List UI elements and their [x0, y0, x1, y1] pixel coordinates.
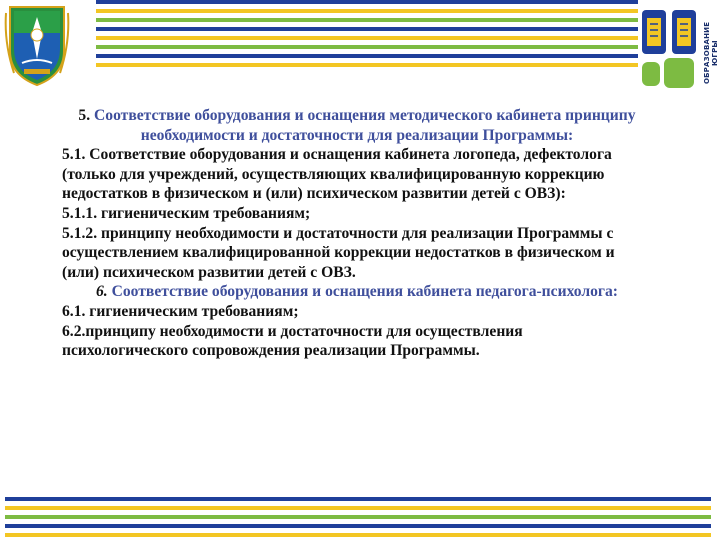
stripe-blue [5, 497, 711, 501]
stripe-green [5, 515, 711, 519]
stripe-yellow [5, 506, 711, 510]
section-6-heading [62, 282, 652, 302]
item-5-1-1: 5.1.1. гигиеническим требованиям; [62, 204, 311, 222]
section-5-number: 5. [78, 107, 91, 124]
stripe-blue [96, 0, 638, 4]
footer-stripes [5, 497, 711, 542]
stripe-yellow [5, 533, 711, 537]
stripe-green [96, 45, 638, 49]
main-content [62, 106, 652, 361]
item-6-2: 6.2.принципу необходимости и достаточности для осуществления психологического сопровождения реализации Программы. [62, 322, 523, 360]
item-6-1: 6.1. гигиеническим требованиям; [62, 302, 299, 320]
section-5-heading [62, 106, 652, 145]
coat-of-arms-icon [4, 3, 70, 88]
section-6-number: 6. [95, 283, 108, 301]
stripe-yellow [96, 9, 638, 13]
logo-caption: ОБРАЗОВАНИЕ ЮГРЫ [703, 21, 719, 85]
stripe-green [96, 18, 638, 22]
stripe-blue [5, 524, 711, 528]
section-5-title: Соответствие оборудования и оснащения методического кабинета принципу необходимости и достаточности для реализации Программы: [94, 107, 636, 144]
item-5-1-2: 5.1.2. принципу необходимости и достаточности для реализации Программы с осуществлением квалифицированной коррекции недостатков в физическом и (или) психическом развитии детей с ОВЗ. [62, 224, 615, 281]
item-5-1: 5.1. Соответствие оборудования и оснащения кабинета логопеда, дефектолога (только для учреждений, осуществляющих квалифицированную коррекцию недостатков в физическом и (или) психическом развитии детей с ОВЗ): [62, 146, 612, 203]
stripe-yellow [96, 63, 638, 67]
stripe-blue [96, 54, 638, 58]
stripe-yellow [96, 36, 638, 40]
education-ugra-logo-icon [640, 8, 700, 92]
stripe-blue [96, 27, 638, 31]
section-6-title: Соответствие оборудования и оснащения кабинета педагога-психолога: [111, 283, 618, 301]
header-stripes [96, 0, 638, 72]
